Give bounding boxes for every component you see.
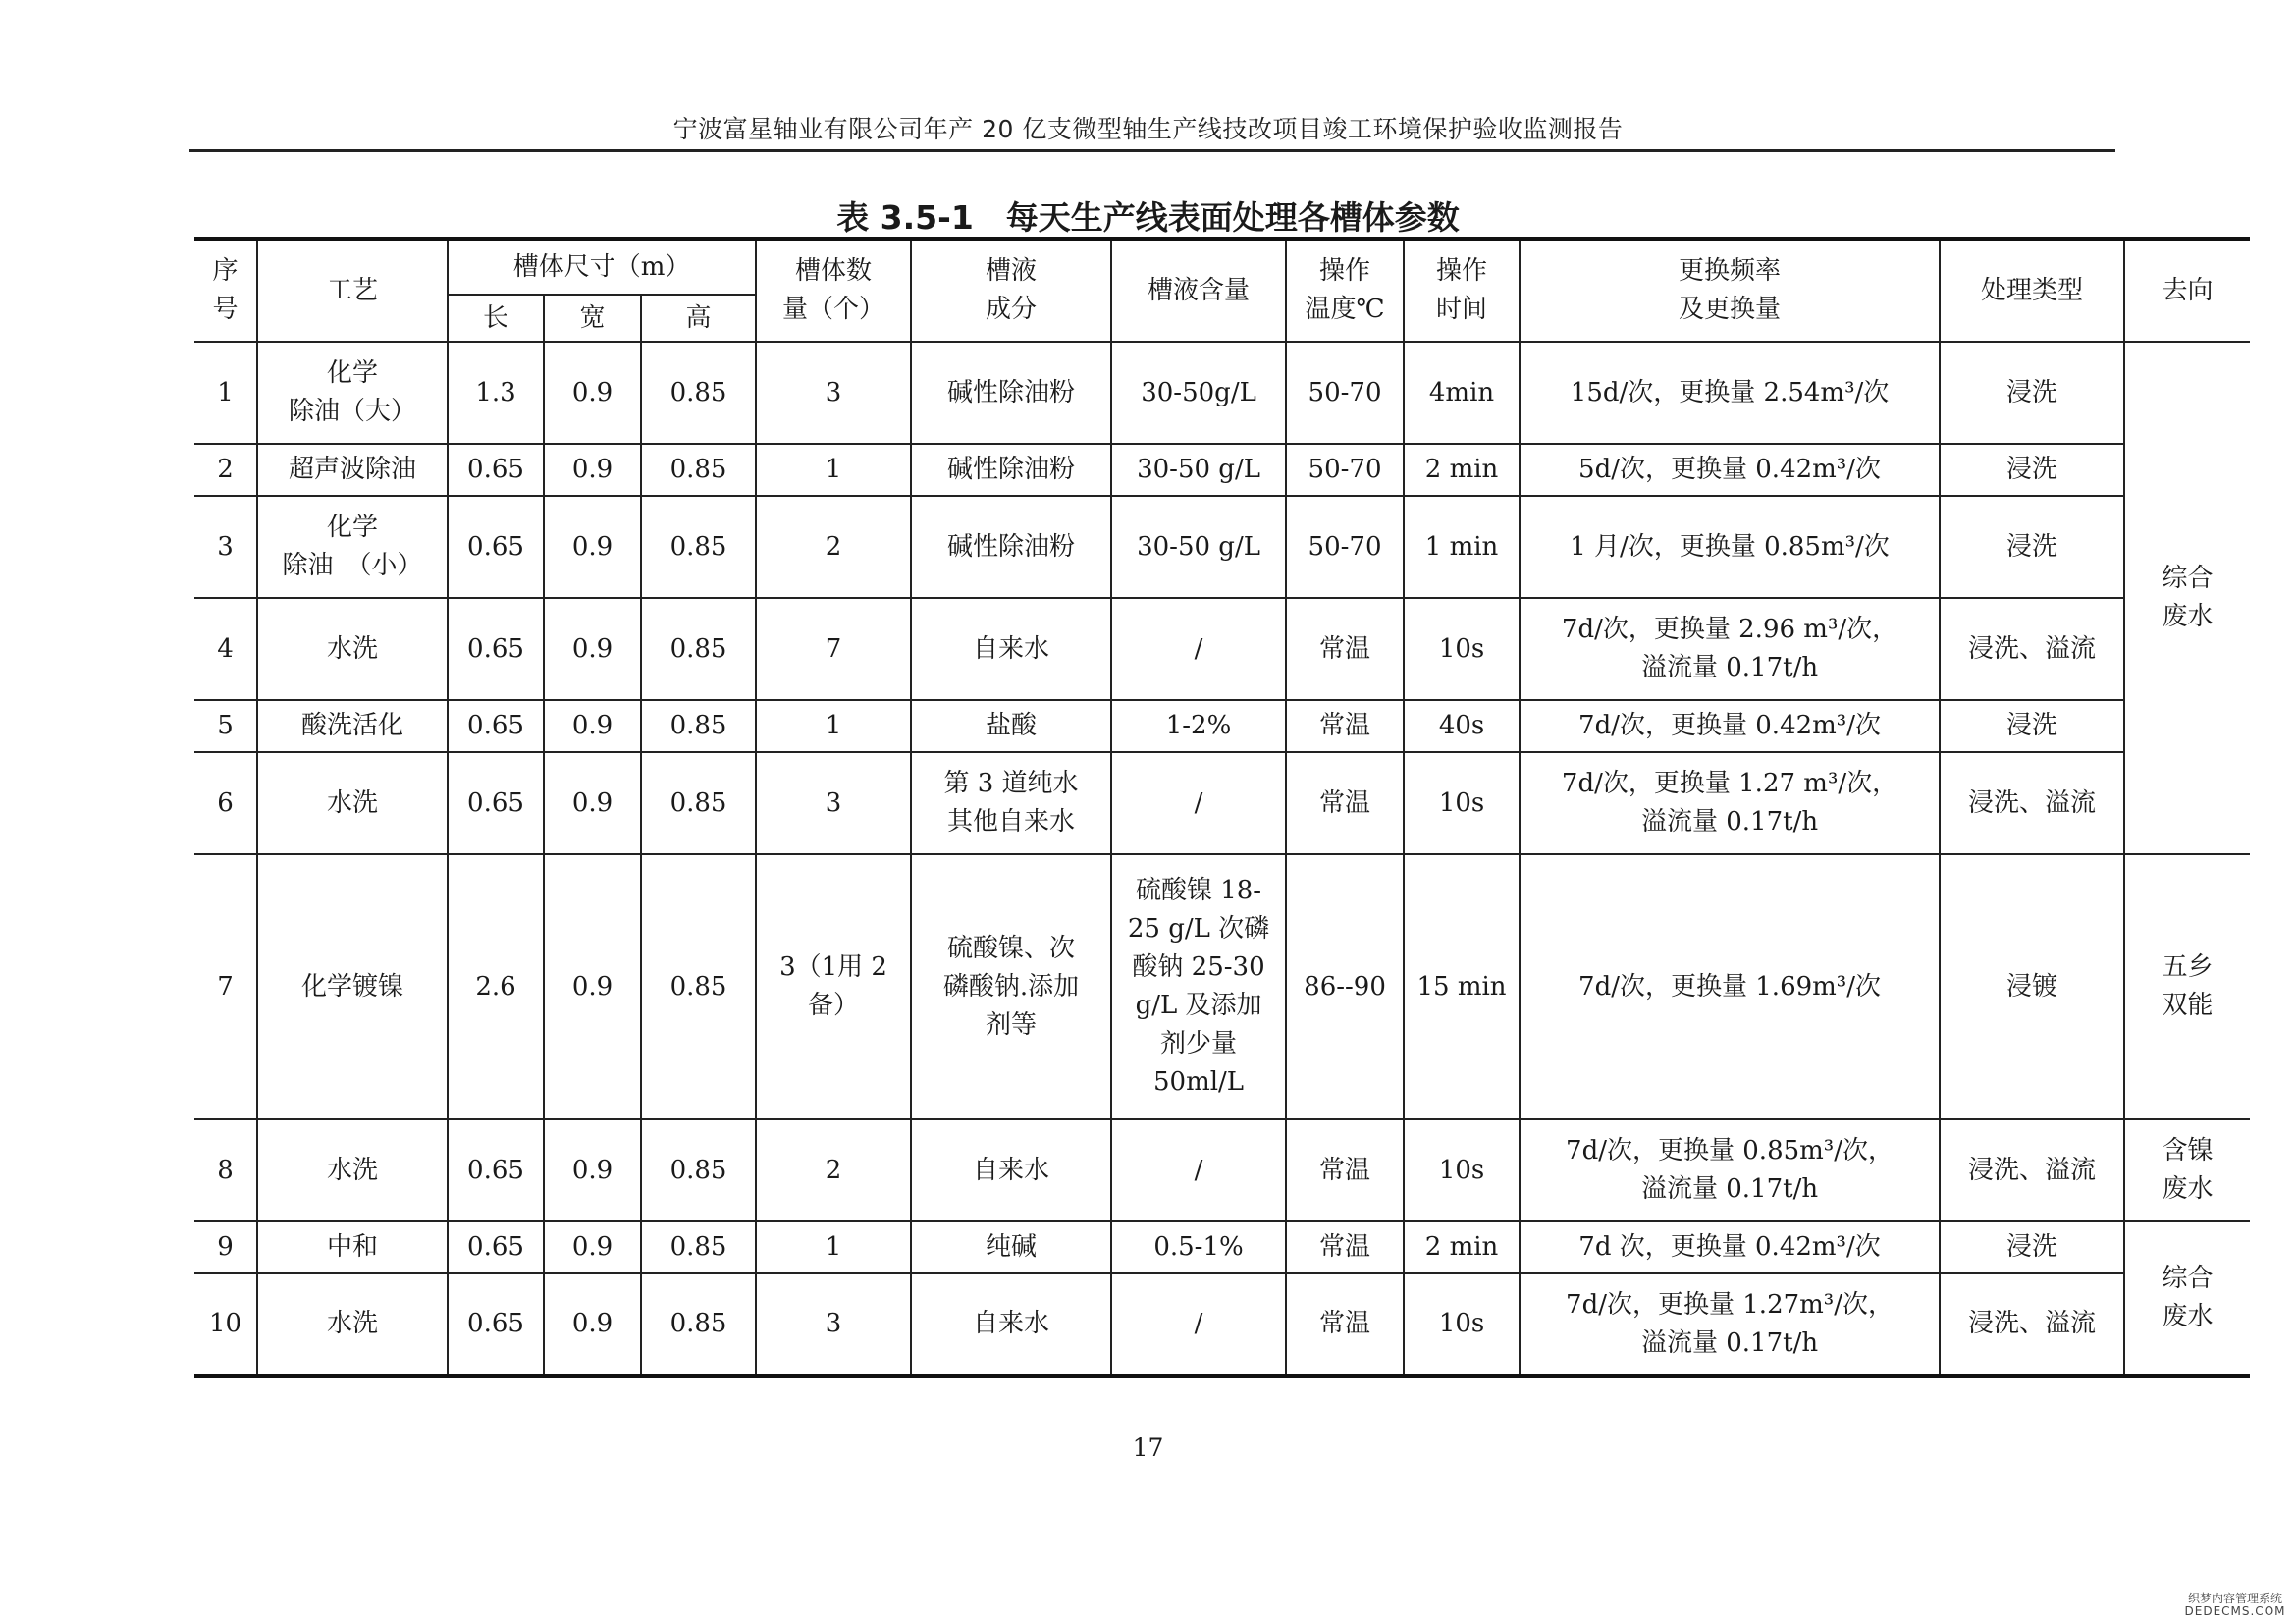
- cell-count: 3: [756, 342, 911, 444]
- cell-width: 0.9: [544, 444, 641, 496]
- cell-seq: 8: [194, 1119, 257, 1221]
- cell-height: 0.85: [641, 752, 756, 854]
- tank-parameters-table: [194, 237, 2250, 1378]
- cell-temp: 86--90: [1286, 854, 1404, 1119]
- cell-count: 3: [756, 1273, 911, 1376]
- col-header-destination: 去向: [2124, 239, 2250, 342]
- cell-width: 0.9: [544, 598, 641, 700]
- cell-treatment: 浸洗、溢流: [1940, 1119, 2124, 1221]
- cell-process: 化学 除油 （小）: [257, 496, 448, 598]
- cell-process: 中和: [257, 1221, 448, 1273]
- col-header-width: 宽: [544, 295, 641, 342]
- cell-count: 1: [756, 1221, 911, 1273]
- cell-height: 0.85: [641, 854, 756, 1119]
- cell-composition: 硫酸镍、次 磷酸钠.添加 剂等: [911, 854, 1111, 1119]
- cell-temp: 50-70: [1286, 342, 1404, 444]
- cell-content: 30-50g/L: [1111, 342, 1286, 444]
- cell-content: /: [1111, 598, 1286, 700]
- cell-composition: 自来水: [911, 598, 1111, 700]
- header-divider: [189, 149, 2115, 152]
- table-row: [194, 342, 2250, 444]
- cell-length: 0.65: [448, 1273, 544, 1376]
- cell-height: 0.85: [641, 700, 756, 752]
- cell-length: 2.6: [448, 854, 544, 1119]
- site-watermark: [2182, 1593, 2288, 1618]
- cell-temp: 常温: [1286, 752, 1404, 854]
- cell-length: 0.65: [448, 752, 544, 854]
- cell-seq: 3: [194, 496, 257, 598]
- cell-process: 超声波除油: [257, 444, 448, 496]
- cell-width: 0.9: [544, 854, 641, 1119]
- col-header-content: 槽液含量: [1111, 239, 1286, 342]
- cell-seq: 6: [194, 752, 257, 854]
- cell-time: 15 min: [1404, 854, 1520, 1119]
- cell-length: 0.65: [448, 496, 544, 598]
- col-header-height: 高: [641, 295, 756, 342]
- cell-height: 0.85: [641, 342, 756, 444]
- cell-count: 7: [756, 598, 911, 700]
- cell-treatment: 浸洗: [1940, 342, 2124, 444]
- cell-height: 0.85: [641, 1119, 756, 1221]
- cell-seq: 4: [194, 598, 257, 700]
- cell-length: 0.65: [448, 598, 544, 700]
- cell-length: 0.65: [448, 1221, 544, 1273]
- cell-count: 3: [756, 752, 911, 854]
- cell-composition: 盐酸: [911, 700, 1111, 752]
- cell-width: 0.9: [544, 700, 641, 752]
- cell-process: 水洗: [257, 752, 448, 854]
- cell-treatment: 浸洗: [1940, 444, 2124, 496]
- table-caption: 表 3.5-1 每天生产线表面处理各槽体参数: [836, 198, 1460, 237]
- cell-seq: 7: [194, 854, 257, 1119]
- col-header-process: 工艺: [257, 239, 448, 342]
- cell-count: 1: [756, 444, 911, 496]
- table-row: [194, 1273, 2250, 1376]
- cell-freq: 15d/次，更换量 2.54m³/次: [1520, 342, 1940, 444]
- cell-destination: 综合 废水: [2124, 342, 2250, 854]
- cell-freq: 7d 次，更换量 0.42m³/次: [1520, 1221, 1940, 1273]
- cell-count: 2: [756, 1119, 911, 1221]
- table-row: [194, 1221, 2250, 1273]
- cell-content: /: [1111, 752, 1286, 854]
- cell-composition: 纯碱: [911, 1221, 1111, 1273]
- cell-width: 0.9: [544, 752, 641, 854]
- table-row: [194, 854, 2250, 1119]
- col-header-treatment: 处理类型: [1940, 239, 2124, 342]
- table-row: [194, 700, 2250, 752]
- cell-time: 10s: [1404, 1119, 1520, 1221]
- cell-height: 0.85: [641, 598, 756, 700]
- cell-freq: 7d/次，更换量 0.42m³/次: [1520, 700, 1940, 752]
- cell-composition: 自来水: [911, 1273, 1111, 1376]
- cell-time: 10s: [1404, 598, 1520, 700]
- cell-height: 0.85: [641, 444, 756, 496]
- cell-length: 1.3: [448, 342, 544, 444]
- table-row: [194, 1119, 2250, 1221]
- col-header-size: 槽体尺寸（m）: [448, 239, 756, 295]
- cell-time: 4min: [1404, 342, 1520, 444]
- cell-temp: 常温: [1286, 700, 1404, 752]
- cell-width: 0.9: [544, 1119, 641, 1221]
- cell-temp: 常温: [1286, 1273, 1404, 1376]
- cell-destination: 综合 废水: [2124, 1221, 2250, 1376]
- cell-temp: 常温: [1286, 1119, 1404, 1221]
- cell-freq: 7d/次，更换量 1.27 m³/次， 溢流量 0.17t/h: [1520, 752, 1940, 854]
- col-header-time: 操作 时间: [1404, 239, 1520, 342]
- cell-composition: 第 3 道纯水 其他自来水: [911, 752, 1111, 854]
- cell-composition: 自来水: [911, 1119, 1111, 1221]
- report-header-title: 宁波富星轴业有限公司年产 20 亿支微型轴生产线技改项目竣工环境保护验收监测报告: [672, 115, 1624, 143]
- cell-content: 硫酸镍 18- 25 g/L 次磷 酸钠 25-30 g/L 及添加 剂少量 50ml/L: [1111, 854, 1286, 1119]
- cell-treatment: 浸洗、溢流: [1940, 752, 2124, 854]
- cell-freq: 7d/次，更换量 1.27m³/次， 溢流量 0.17t/h: [1520, 1273, 1940, 1376]
- cell-height: 0.85: [641, 1273, 756, 1376]
- cell-process: 水洗: [257, 1273, 448, 1376]
- cell-count: 1: [756, 700, 911, 752]
- cell-treatment: 浸洗: [1940, 700, 2124, 752]
- cell-content: /: [1111, 1119, 1286, 1221]
- cell-treatment: 浸洗: [1940, 1221, 2124, 1273]
- cell-temp: 50-70: [1286, 496, 1404, 598]
- cell-process: 酸洗活化: [257, 700, 448, 752]
- cell-time: 10s: [1404, 752, 1520, 854]
- cell-width: 0.9: [544, 342, 641, 444]
- col-header-freq: 更换频率 及更换量: [1520, 239, 1940, 342]
- cell-destination: 五乡 双能: [2124, 854, 2250, 1119]
- cell-seq: 5: [194, 700, 257, 752]
- cell-freq: 7d/次，更换量 1.69m³/次: [1520, 854, 1940, 1119]
- cell-freq: 7d/次，更换量 2.96 m³/次， 溢流量 0.17t/h: [1520, 598, 1940, 700]
- cell-composition: 碱性除油粉: [911, 444, 1111, 496]
- cell-temp: 常温: [1286, 598, 1404, 700]
- cell-width: 0.9: [544, 496, 641, 598]
- cell-temp: 常温: [1286, 1221, 1404, 1273]
- cell-content: 1-2%: [1111, 700, 1286, 752]
- header-row: [194, 239, 2250, 295]
- cell-seq: 1: [194, 342, 257, 444]
- table-row: [194, 598, 2250, 700]
- cell-freq: 7d/次，更换量 0.85m³/次， 溢流量 0.17t/h: [1520, 1119, 1940, 1221]
- cell-freq: 1 月/次，更换量 0.85m³/次: [1520, 496, 1940, 598]
- cell-process: 水洗: [257, 598, 448, 700]
- cell-process: 化学 除油（大）: [257, 342, 448, 444]
- cell-composition: 碱性除油粉: [911, 496, 1111, 598]
- cell-width: 0.9: [544, 1221, 641, 1273]
- cell-length: 0.65: [448, 1119, 544, 1221]
- cell-count: 3（1用 2 备）: [756, 854, 911, 1119]
- cell-content: /: [1111, 1273, 1286, 1376]
- cell-process: 化学镀镍: [257, 854, 448, 1119]
- table-row: [194, 496, 2250, 598]
- cell-time: 2 min: [1404, 1221, 1520, 1273]
- page-number: 17: [1132, 1434, 1164, 1462]
- cell-treatment: 浸洗、溢流: [1940, 598, 2124, 700]
- col-header-length: 长: [448, 295, 544, 342]
- cell-height: 0.85: [641, 1221, 756, 1273]
- cell-seq: 10: [194, 1273, 257, 1376]
- cell-content: 30-50 g/L: [1111, 496, 1286, 598]
- col-header-temp: 操作 温度℃: [1286, 239, 1404, 342]
- cell-process: 水洗: [257, 1119, 448, 1221]
- cell-seq: 9: [194, 1221, 257, 1273]
- cell-length: 0.65: [448, 444, 544, 496]
- table-row: [194, 444, 2250, 496]
- cell-count: 2: [756, 496, 911, 598]
- cell-height: 0.85: [641, 496, 756, 598]
- cell-destination: 含镍 废水: [2124, 1119, 2250, 1221]
- cell-content: 0.5-1%: [1111, 1221, 1286, 1273]
- watermark-cn-text: 织梦内容管理系统: [2187, 1591, 2282, 1605]
- cell-seq: 2: [194, 444, 257, 496]
- cell-treatment: 浸镀: [1940, 854, 2124, 1119]
- cell-treatment: 浸洗: [1940, 496, 2124, 598]
- cell-time: 10s: [1404, 1273, 1520, 1376]
- cell-time: 2 min: [1404, 444, 1520, 496]
- cell-composition: 碱性除油粉: [911, 342, 1111, 444]
- col-header-composition: 槽液 成分: [911, 239, 1111, 342]
- cell-content: 30-50 g/L: [1111, 444, 1286, 496]
- cell-freq: 5d/次，更换量 0.42m³/次: [1520, 444, 1940, 496]
- cell-width: 0.9: [544, 1273, 641, 1376]
- cell-length: 0.65: [448, 700, 544, 752]
- cell-time: 1 min: [1404, 496, 1520, 598]
- cell-treatment: 浸洗、溢流: [1940, 1273, 2124, 1376]
- watermark-en-text: DEDECMS.COM: [2184, 1603, 2286, 1618]
- col-header-seq: 序 号: [194, 239, 257, 342]
- cell-time: 40s: [1404, 700, 1520, 752]
- col-header-count: 槽体数 量（个）: [756, 239, 911, 342]
- table-row: [194, 752, 2250, 854]
- cell-temp: 50-70: [1286, 444, 1404, 496]
